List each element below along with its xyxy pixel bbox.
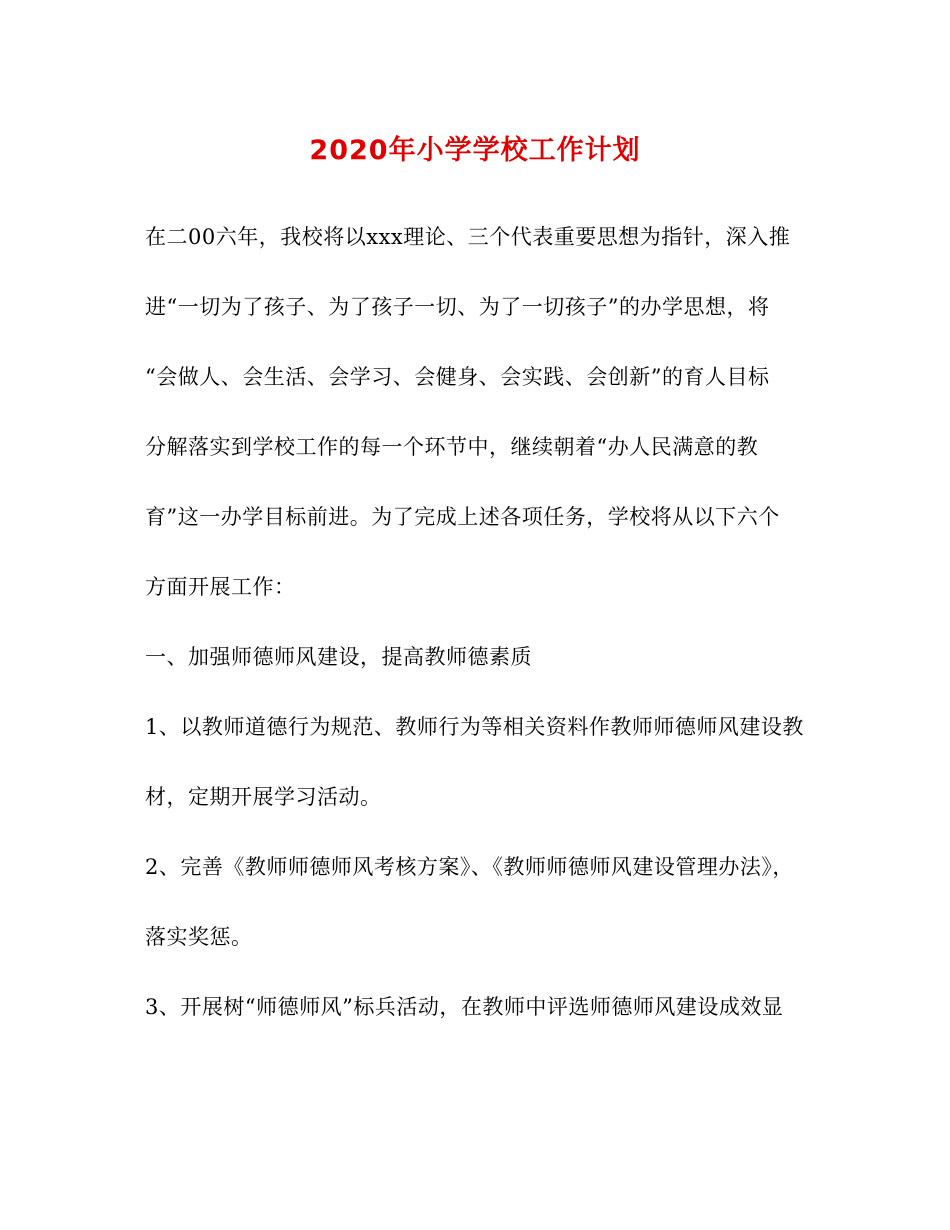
list-item-line: 3、开展树“师德师风”标兵活动，在教师中评选师德师风建设成效显 — [145, 995, 784, 1019]
paragraph-line: 育”这一办学目标前进。为了完成上述各项任务，学校将从以下六个 — [145, 505, 780, 529]
section-heading: 一、加强师德师风建设，提高教师德素质 — [145, 645, 532, 669]
list-item-line: 落实奖惩。 — [145, 925, 253, 949]
paragraph-line: 在二00六年，我校将以xxx理论、三个代表重要思想为指针，深入推 — [145, 225, 791, 249]
paragraph-line: 方面开展工作： — [145, 575, 296, 599]
paragraph-line: 进“一切为了孩子、为了孩子一切、为了一切孩子”的办学思想，将 — [145, 295, 770, 319]
list-item-line: 1、以教师道德行为规范、教师行为等相关资料作教师师德师风建设教 — [145, 715, 804, 739]
paragraph-line: 分解落实到学校工作的每一个环节中，继续朝着“办人民满意的教 — [145, 435, 759, 459]
document-title: 2020年小学学校工作计划 — [309, 135, 641, 166]
list-item-line: 2、完善《教师师德师风考核方案》、《教师师德师风建设管理办法》， — [145, 855, 794, 879]
paragraph-line: “会做人、会生活、会学习、会健身、会实践、会创新”的育人目标 — [145, 365, 770, 389]
list-item-line: 材，定期开展学习活动。 — [145, 785, 382, 809]
